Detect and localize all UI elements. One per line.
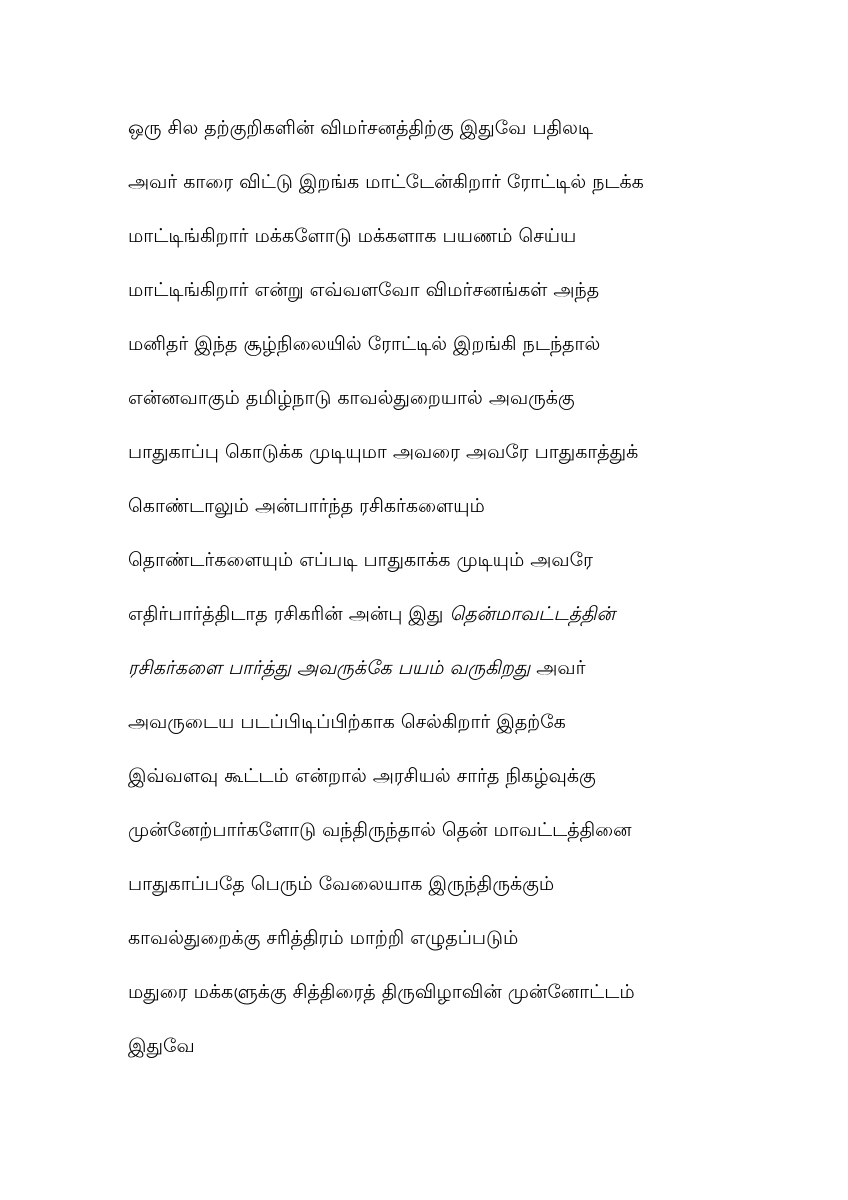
text-segment: மனிதர் இந்த சூழ்நிலையில் ரோட்டில் இறங்கி நடந்தால் [128,333,601,355]
text-segment: என்னவாகும் தமிழ்நாடு காவல்துறையால் அவருக்கு [128,387,575,409]
text-line [128,110,728,164]
text-segment: அவருடைய படப்பிடிப்பிற்காக செல்கிறார் இதற்கே [128,711,566,733]
text-segment: எதிர்பார்த்திடாத ரசிகரின் அன்பு இது [128,603,450,625]
text-segment: கொண்டாலும் அன்பார்ந்த ரசிகர்களையும் [128,495,485,517]
text-line [128,812,728,866]
text-line [128,974,728,1028]
text-segment: தொண்டர்களையும் எப்படி பாதுகாக்க முடியும் அவரே [128,549,593,571]
text-segment: ஒரு சில தற்குறிகளின் விமர்சனத்திற்கு இதுவே பதிலடி [128,117,594,139]
text-line [128,1028,728,1082]
text-line [128,650,728,704]
italic-text-segment: ரசிகர்களை பார்த்து அவருக்கே பயம் வருகிறது [128,657,531,679]
italic-text-segment: தென்மாவட்டத்தின் [449,603,616,625]
text-segment: பாதுகாப்பதே பெரும் வேலையாக இருந்திருக்கும் [128,873,555,895]
text-line [128,164,728,218]
text-line [128,434,728,488]
text-line [128,218,728,272]
text-segment: மதுரை மக்களுக்கு சித்திரைத் திருவிழாவின் முன்னோட்டம் [128,981,635,1003]
text-line [128,596,728,650]
text-line [128,704,728,758]
text-segment: காவல்துறைக்கு சரித்திரம் மாற்றி எழுதப்படும் [128,927,519,949]
text-line [128,272,728,326]
text-segment: அவர் [530,657,586,679]
text-segment: அவர் காரை விட்டு இறங்க மாட்டேன்கிறார் ரோட்டில் நடக்க [128,171,644,193]
text-segment: மாட்டிங்கிறார் என்று எவ்வளவோ விமர்சனங்கள் அந்த [128,279,600,301]
text-segment: முன்னேற்பார்களோடு வந்திருந்தால் தென் மாவட்டத்தினை [128,819,632,841]
text-line [128,542,728,596]
text-segment: மாட்டிங்கிறார் மக்களோடு மக்களாக பயணம் செய்ய [128,225,577,247]
text-line [128,920,728,974]
text-segment: பாதுகாப்பு கொடுக்க முடியுமா அவரை அவரே பாதுகாத்துக் [128,441,639,463]
text-segment: இதுவே [128,1035,195,1057]
text-line [128,866,728,920]
text-line [128,380,728,434]
text-segment: இவ்வளவு கூட்டம் என்றால் அரசியல் சார்த நிகழ்வுக்கு [128,765,596,787]
text-line [128,758,728,812]
text-line [128,326,728,380]
body-text [128,110,728,1082]
text-line [128,488,728,542]
